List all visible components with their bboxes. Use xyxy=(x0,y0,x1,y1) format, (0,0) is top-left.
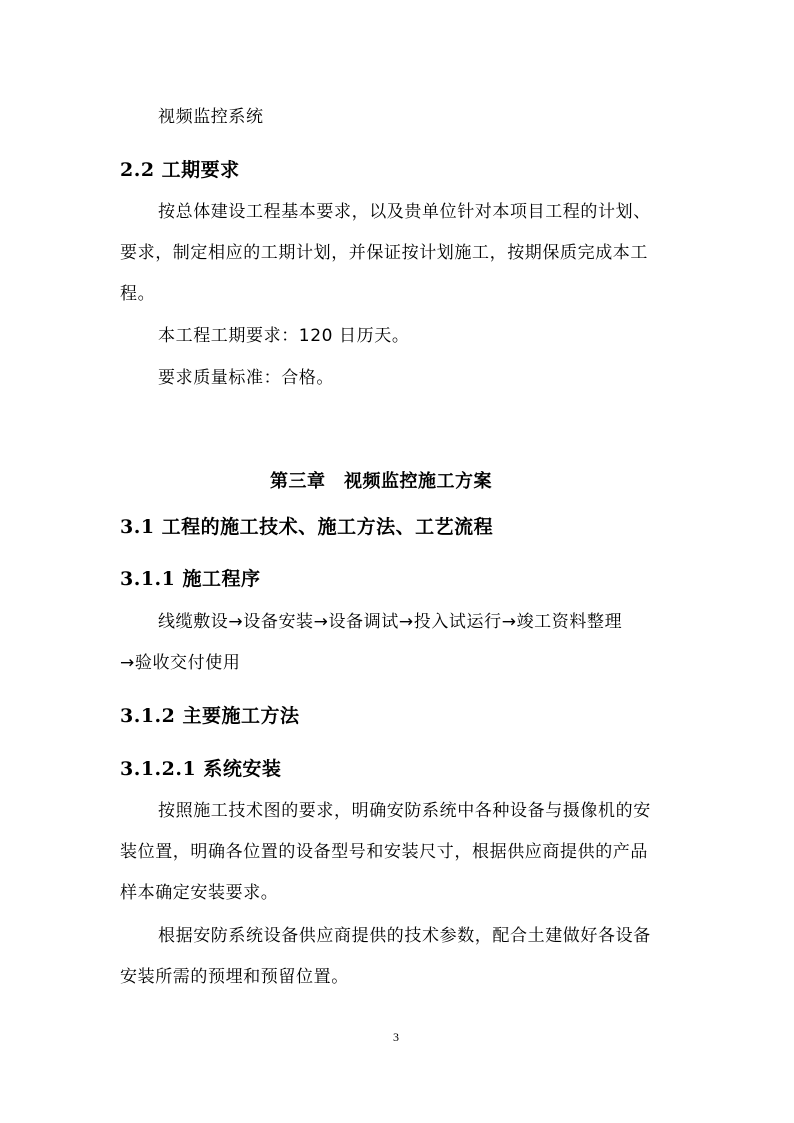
section-3-1-heading: 3.1 工程的施工技术、施工方法、工艺流程 xyxy=(120,516,494,538)
section-3-1-1-heading: 3.1.1 施工程序 xyxy=(120,568,261,590)
section-3-1-2-1-paragraph-2-line-1: 根据安防系统设备供应商提供的技术参数，配合土建做好各设备 xyxy=(158,926,651,946)
section-2-2-paragraph-1-line-2: 要求，制定相应的工期计划，并保证按计划施工，按期保质完成本工 xyxy=(120,243,648,263)
section-3-1-2-1-paragraph-1-line-3: 样本确定安装要求。 xyxy=(120,883,279,903)
section-3-1-2-1-paragraph-2-line-2: 安装所需的预埋和预留位置。 xyxy=(120,967,349,987)
section-3-1-2-1-paragraph-1-line-2: 装位置，明确各位置的设备型号和安装尺寸，根据供应商提供的产品 xyxy=(120,842,648,862)
intro-item-text: 视频监控系统 xyxy=(158,107,264,127)
section-2-2-heading: 2.2 工期要求 xyxy=(120,159,240,181)
page-number: 3 xyxy=(393,1030,399,1044)
section-3-1-1-line-2: →验收交付使用 xyxy=(120,653,241,673)
section-3-1-2-1-heading: 3.1.2.1 系统安装 xyxy=(120,758,282,780)
section-2-2-paragraph-1-line-1: 按总体建设工程基本要求，以及贵单位针对本项目工程的计划、 xyxy=(158,202,651,222)
section-3-1-2-heading: 3.1.2 主要施工方法 xyxy=(120,705,300,727)
section-3-1-2-1-paragraph-1-line-1: 按照施工技术图的要求，明确安防系统中各种设备与摄像机的安 xyxy=(158,801,651,821)
chapter-3-title: 第三章 视频监控施工方案 xyxy=(270,471,492,492)
section-2-2-paragraph-1-line-3: 程。 xyxy=(120,284,156,304)
section-3-1-1-line-1: 线缆敷设→设备安装→设备调试→投入试运行→竣工资料整理 xyxy=(158,612,623,632)
section-2-2-paragraph-2: 本工程工期要求：120 日历天。 xyxy=(158,326,410,346)
section-2-2-paragraph-3: 要求质量标准：合格。 xyxy=(158,368,334,388)
